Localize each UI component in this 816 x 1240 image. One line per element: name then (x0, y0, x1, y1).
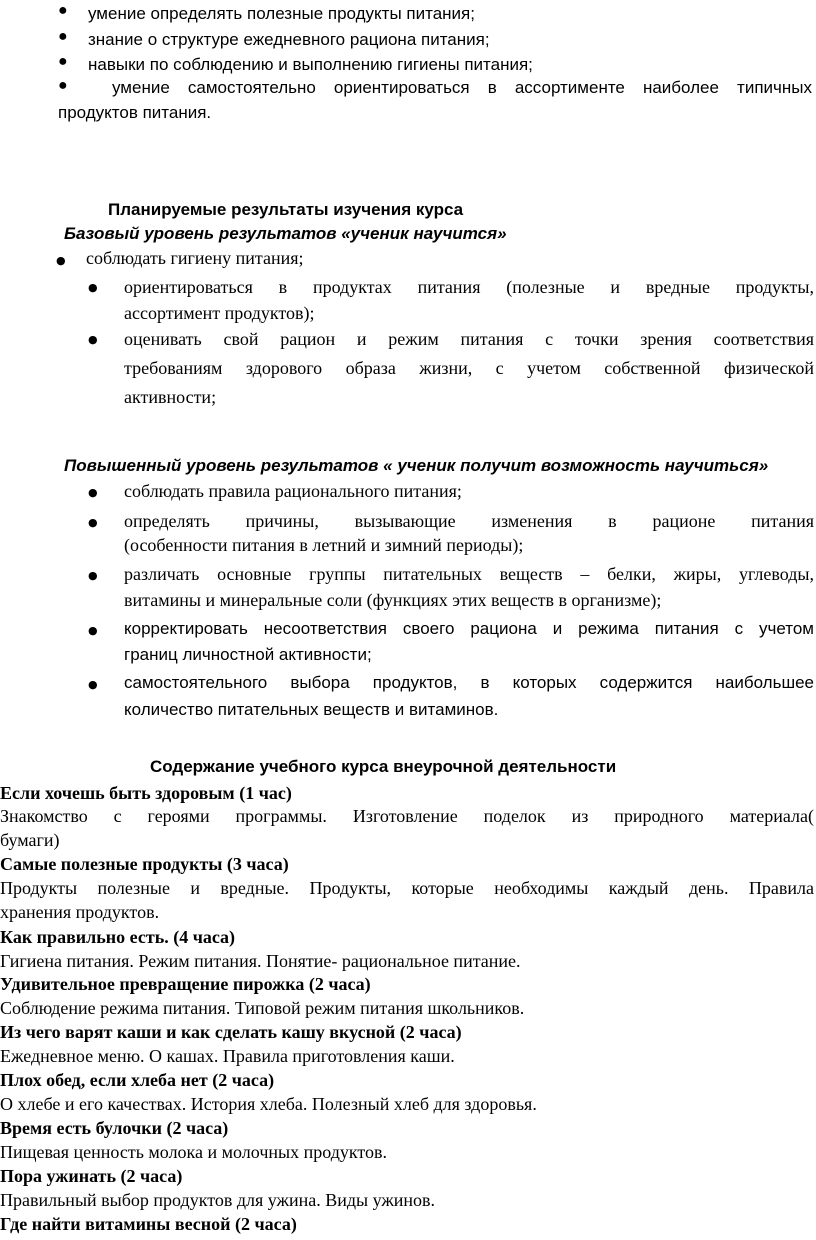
advanced-item: границ личностной активности; (124, 645, 372, 664)
topic-desc: хранения продуктов. (0, 902, 160, 922)
bullet-icon: ● (88, 333, 98, 346)
bullet-icon: ● (88, 678, 98, 691)
topic-desc: Ежедневное меню. О кашах. Правила приготовления каши. (0, 1046, 455, 1066)
bullet-icon: ● (88, 624, 98, 637)
bullet-icon: ● (88, 516, 98, 529)
topic-title: Где найти витамины весной (2 часа) (0, 1214, 297, 1234)
advanced-item: различать основные группы питательных веществ – белки, жиры, углеводы, (124, 564, 814, 584)
topic-title: Если хочешь быть здоровым (1 час) (0, 783, 292, 803)
advanced-item: самостоятельного выбора продуктов, в которых содержится наибольшее (124, 673, 814, 692)
topic-title: Из чего варят каши и как сделать кашу вкусной (2 часа) (0, 1022, 462, 1042)
bullet-icon: ● (88, 486, 98, 499)
topic-title: Плох обед, если хлеба нет (2 часа) (0, 1070, 275, 1090)
advanced-item: витамины и минеральные соли (функциях этих веществ в организме); (124, 590, 662, 610)
basic-item: оценивать свой рацион и режим питания с точки зрения соответствия (124, 329, 814, 349)
topic-title: Время есть булочки (2 часа) (0, 1118, 229, 1138)
intro-bullet-text: умение определять полезные продукты питания; (88, 4, 475, 23)
bullet-icon: ● (56, 254, 66, 267)
topic-title: Пора ужинать (2 часа) (0, 1166, 183, 1186)
advanced-level-heading: Повышенный уровень результатов « ученик получит возможность научиться» (64, 456, 769, 475)
bullet-icon: ● (58, 77, 68, 94)
basic-item: активности; (124, 387, 217, 407)
basic-item: ориентироваться в продуктах питания (полезные и вредные продукты, (124, 277, 814, 297)
topic-desc: Соблюдение режима питания. Типовой режим питания школьников. (0, 998, 525, 1018)
topic-desc: Правильный выбор продуктов для ужина. Виды ужинов. (0, 1190, 436, 1210)
advanced-item: количество питательных веществ и витаминов. (124, 700, 499, 719)
topic-title: Как правильно есть. (4 часа) (0, 927, 236, 947)
bullet-icon: ● (88, 569, 98, 582)
intro-bullet-text: знание о структуре ежедневного рациона питания; (88, 30, 490, 49)
topic-desc: Пищевая ценность молока и молочных продуктов. (0, 1142, 387, 1162)
topic-desc: Продукты полезные и вредные. Продукты, которые необходимы каждый день. Правила (0, 878, 814, 898)
basic-item: соблюдать гигиену питания; (86, 248, 304, 268)
results-title: Планируемые результаты изучения курса (108, 200, 464, 219)
topic-desc: Гигиена питания. Режим питания. Понятие- рациональное питание. (0, 951, 521, 971)
intro-bullet-text: навыки по соблюдению и выполнению гигиены питания; (88, 55, 533, 74)
bullet-icon: ● (58, 53, 68, 70)
topic-desc: О хлебе и его качествах. История хлеба. Полезный хлеб для здоровья. (0, 1094, 537, 1114)
topic-title: Удивительное превращение пирожка (2 часа) (0, 974, 371, 994)
basic-item: требованиям здорового образа жизни, с учетом собственной физической (124, 358, 814, 378)
basic-level-heading: Базовый уровень результатов «ученик научится» (64, 224, 507, 243)
advanced-item: (особенности питания в летний и зимний периоды); (124, 535, 524, 555)
topic-desc: бумаги) (0, 830, 60, 850)
topic-title: Самые полезные продукты (3 часа) (0, 854, 289, 874)
topic-desc: Знакомство с героями программы. Изготовление поделок из природного материала( (0, 806, 814, 826)
intro-bullet-text: продуктов питания. (58, 103, 212, 122)
advanced-item: определять причины, вызывающие изменения в рационе питания (124, 511, 814, 531)
advanced-item: соблюдать правила рационального питания; (124, 481, 462, 501)
bullet-icon: ● (58, 2, 68, 19)
advanced-item: корректировать несоответствия своего рациона и режима питания с учетом (124, 619, 814, 638)
basic-item: ассортимент продуктов); (124, 303, 315, 323)
bullet-icon: ● (88, 281, 98, 294)
intro-bullet-text: умение самостоятельно ориентироваться в ассортименте наиболее типичных (112, 78, 812, 97)
bullet-icon: ● (58, 28, 68, 45)
content-title: Содержание учебного курса внеурочной деятельности (150, 757, 617, 776)
